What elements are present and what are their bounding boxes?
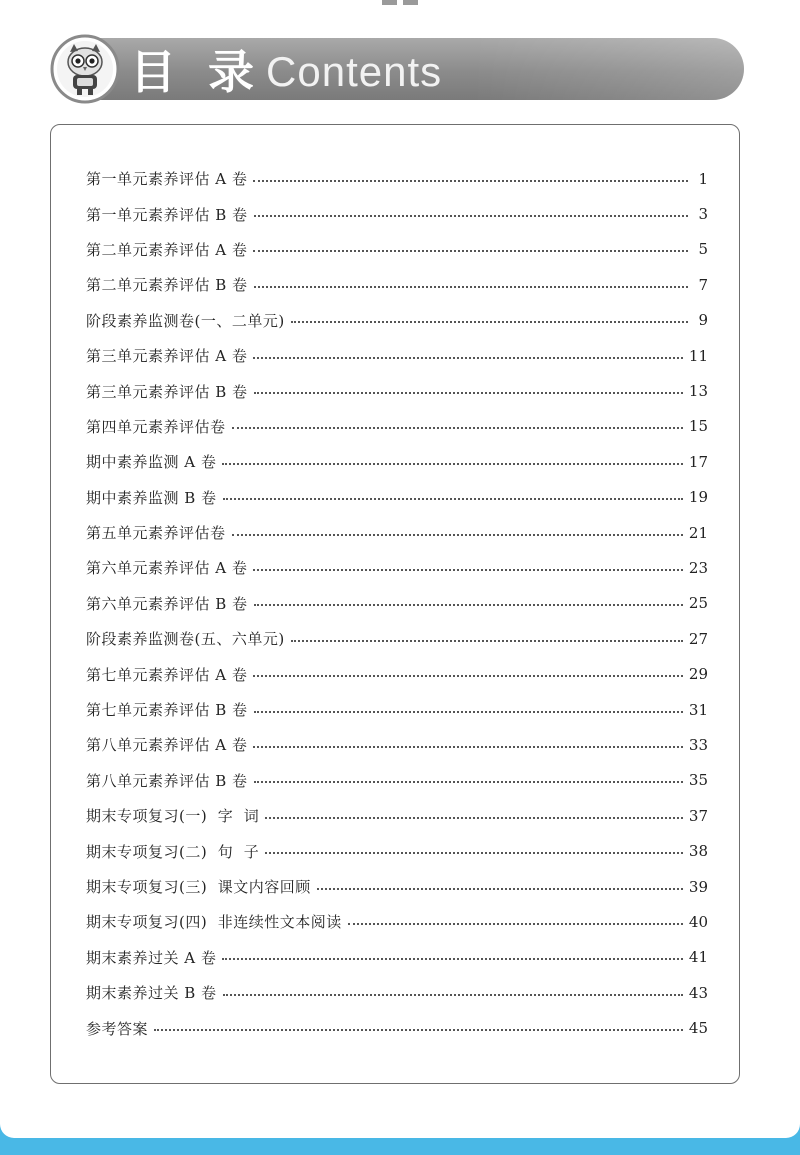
toc-entry-page-number: 38 — [688, 842, 708, 861]
dot-leader — [254, 781, 683, 783]
toc-entry-title: 期末专项复习(四) 非连续性文本阅读 — [86, 913, 342, 932]
toc-entry[interactable] — [86, 621, 708, 656]
dot-leader — [253, 250, 688, 252]
dot-leader — [254, 286, 688, 288]
toc-entry[interactable] — [86, 763, 708, 798]
toc-entry[interactable] — [86, 727, 708, 762]
toc-entry[interactable] — [86, 904, 708, 939]
dot-leader — [348, 923, 683, 925]
dot-leader — [265, 817, 683, 819]
dot-leader — [254, 215, 688, 217]
toc-entry[interactable] — [86, 161, 708, 196]
toc-entry-page-number: 23 — [688, 558, 708, 577]
toc-entry[interactable] — [86, 267, 708, 302]
toc-entry-title: 期末素养过关 B 卷 — [86, 984, 217, 1003]
toc-entry[interactable] — [86, 232, 708, 267]
toc-entry-title: 期末专项复习(一) 字 词 — [86, 807, 260, 826]
dot-leader — [254, 392, 683, 394]
toc-entry-page-number: 40 — [688, 912, 708, 931]
toc-entry-page-number: 21 — [688, 523, 708, 542]
toc-entry[interactable] — [86, 692, 708, 727]
dot-leader — [254, 711, 683, 713]
toc-entry-title: 期中素养监测 B 卷 — [86, 488, 217, 507]
title-chinese: 目 录 — [130, 45, 263, 99]
toc-entry-title: 第八单元素养评估 B 卷 — [86, 771, 248, 790]
toc-entry-title: 期末专项复习(三) 课文内容回顾 — [86, 878, 311, 896]
dot-leader — [265, 852, 683, 854]
toc-entry-page-number: 25 — [688, 594, 708, 613]
toc-entry-page-number: 9 — [698, 311, 708, 330]
toc-entry[interactable] — [86, 444, 708, 479]
toc-entry-title: 第七单元素养评估 A 卷 — [86, 665, 248, 684]
dot-leader — [253, 180, 688, 182]
toc-entry-page-number: 15 — [688, 417, 708, 436]
toc-entry[interactable] — [86, 940, 708, 975]
toc-entry-title: 第一单元素养评估 A 卷 — [86, 170, 248, 189]
toc-entry-title: 第三单元素养评估 B 卷 — [86, 382, 248, 401]
dot-leader — [223, 498, 683, 500]
title-english: Contents — [266, 48, 443, 95]
toc-entry-title: 期末素养过关 A 卷 — [86, 948, 217, 967]
dot-leader — [154, 1029, 683, 1031]
top-crop-marks — [382, 0, 418, 6]
toc-entry-page-number: 45 — [688, 1019, 708, 1038]
dot-leader — [253, 746, 683, 748]
dot-leader — [254, 604, 683, 606]
toc-entry-page-number: 3 — [698, 205, 708, 224]
toc-entry-title: 阶段素养监测卷(一、二单元) — [86, 311, 285, 330]
toc-entry-title: 第五单元素养评估卷 — [86, 524, 226, 543]
dot-leader — [222, 463, 683, 465]
toc-entry-page-number: 17 — [688, 452, 708, 471]
toc-entry-page-number: 7 — [698, 275, 708, 294]
toc-entry-title: 第六单元素养评估 A 卷 — [86, 559, 248, 578]
toc-entry[interactable] — [86, 975, 708, 1010]
toc-entry[interactable] — [86, 1010, 708, 1045]
dot-leader — [253, 675, 683, 677]
toc-entry-title: 第三单元素养评估 A 卷 — [86, 347, 248, 366]
toc-entry[interactable] — [86, 338, 708, 373]
toc-entry-page-number: 29 — [688, 665, 708, 684]
toc-entry-page-number: 39 — [688, 877, 708, 896]
toc-entry-title: 第二单元素养评估 B 卷 — [86, 276, 248, 295]
toc-entry-page-number: 5 — [698, 240, 708, 259]
toc-entry-title: 第七单元素养评估 B 卷 — [86, 701, 248, 720]
toc-entry[interactable] — [86, 480, 708, 515]
toc-entry-page-number: 1 — [698, 169, 708, 188]
toc-entry-page-number: 19 — [688, 488, 708, 507]
toc-entry-title: 期中素养监测 A 卷 — [86, 453, 217, 472]
toc-entry-page-number: 31 — [688, 700, 708, 719]
toc-entry-title: 第六单元素养评估 B 卷 — [86, 594, 248, 613]
dot-leader — [291, 640, 683, 642]
dot-leader — [253, 357, 683, 359]
toc-entry-page-number: 43 — [688, 983, 708, 1002]
toc-entry-page-number: 37 — [688, 806, 708, 825]
toc-entry-page-number: 11 — [688, 346, 708, 365]
dot-leader — [232, 534, 683, 536]
dot-leader — [223, 994, 683, 996]
toc-entry-page-number: 27 — [688, 629, 708, 648]
toc-entry[interactable] — [86, 409, 708, 444]
toc-list — [86, 161, 708, 1046]
dot-leader — [232, 427, 683, 429]
toc-entry[interactable] — [86, 515, 708, 550]
dot-leader — [317, 888, 683, 890]
dot-leader — [291, 321, 688, 323]
dot-leader — [222, 958, 683, 960]
toc-entry[interactable] — [86, 303, 708, 338]
toc-entry-page-number: 33 — [688, 735, 708, 754]
toc-entry[interactable] — [86, 373, 708, 408]
toc-entry[interactable] — [86, 798, 708, 833]
toc-entry[interactable] — [86, 550, 708, 585]
owl-mascot-icon — [50, 34, 120, 104]
toc-entry-title: 第一单元素养评估 B 卷 — [86, 205, 248, 224]
toc-entry[interactable] — [86, 833, 708, 868]
toc-entry[interactable] — [86, 869, 708, 904]
toc-entry[interactable] — [86, 656, 708, 691]
toc-entry-title: 第八单元素养评估 A 卷 — [86, 736, 248, 755]
toc-entry-page-number: 35 — [688, 771, 708, 790]
toc-entry-title: 第二单元素养评估 A 卷 — [86, 240, 248, 259]
toc-entry-page-number: 41 — [688, 948, 708, 967]
toc-entry-title: 参考答案 — [86, 1019, 149, 1038]
dot-leader — [253, 569, 683, 571]
toc-entry[interactable] — [86, 586, 708, 621]
toc-entry-title: 阶段素养监测卷(五、六单元) — [86, 630, 285, 649]
toc-entry-title: 第四单元素养评估卷 — [86, 417, 226, 436]
toc-entry-page-number: 13 — [688, 382, 708, 401]
toc-entry-title: 期末专项复习(二) 句 子 — [86, 842, 260, 861]
page-title — [130, 41, 442, 103]
toc-entry[interactable] — [86, 196, 708, 231]
